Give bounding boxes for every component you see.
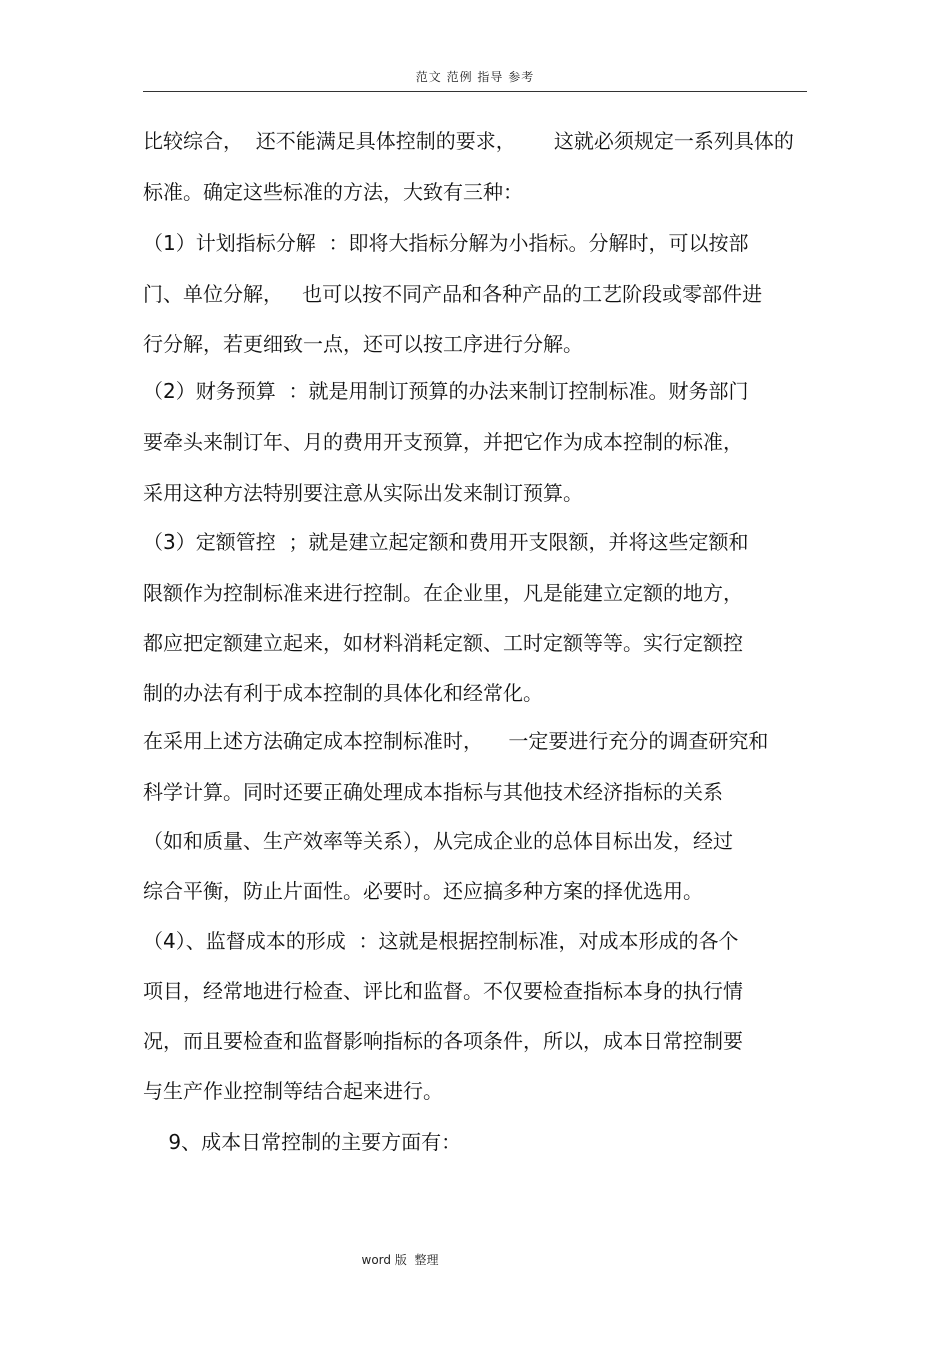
body-line: 标准。确定这些标准的方法，大致有三种： [143, 180, 523, 204]
body-line: （2）财务预算 ：就是用制订预算的办法来制订控制标准。财务部门 [143, 379, 749, 403]
body-line: 综合平衡，防止片面性。必要时。还应搞多种方案的择优选用。 [143, 879, 703, 903]
body-line: （1）计划指标分解 ：即将大指标分解为小指标。分解时，可以按部 [143, 231, 749, 255]
body-line: 在采用上述方法确定成本控制标准时， 一定要进行充分的调查研究和 [143, 729, 769, 753]
body-line: （如和质量、生产效率等关系），从完成企业的总体目标出发，经过 [143, 829, 733, 853]
body-line: 行分解，若更细致一点，还可以按工序进行分解。 [143, 332, 583, 356]
body-line: （4）、监督成本的形成 ：这就是根据控制标准，对成本形成的各个 [143, 929, 739, 953]
body-line: （3）定额管控 ；就是建立起定额和费用开支限额，并将这些定额和 [143, 530, 749, 554]
body-line: 门、单位分解， 也可以按不同产品和各种产品的工艺阶段或零部件进 [143, 282, 763, 306]
header-divider [143, 91, 807, 92]
body-line: 与生产作业控制等结合起来进行。 [143, 1079, 443, 1103]
body-line: 限额作为控制标准来进行控制。在企业里，凡是能建立定额的地方， [143, 581, 743, 605]
body-line: 况，而且要检查和监督影响指标的各项条件，所以，成本日常控制要 [143, 1029, 743, 1053]
page-footer: word 版 整理 [361, 1253, 439, 1267]
section-heading: 9、成本日常控制的主要方面有： [143, 1130, 462, 1154]
body-line: 比较综合， 还不能满足具体控制的要求， 这就必须规定一系列具体的 [143, 129, 794, 153]
body-line: 要牵头来制订年、月的费用开支预算，并把它作为成本控制的标准， [143, 430, 743, 454]
body-line: 都应把定额建立起来，如材料消耗定额、工时定额等等。实行定额控 [143, 631, 743, 655]
page-header: 范文 范例 指导 参考 [415, 70, 535, 84]
body-line: 制的办法有利于成本控制的具体化和经常化。 [143, 681, 543, 705]
body-line: 科学计算。同时还要正确处理成本指标与其他技术经济指标的关系 [143, 780, 723, 804]
body-line: 采用这种方法特别要注意从实际出发来制订预算。 [143, 481, 583, 505]
body-line: 项目，经常地进行检查、评比和监督。不仅要检查指标本身的执行情 [143, 979, 743, 1003]
